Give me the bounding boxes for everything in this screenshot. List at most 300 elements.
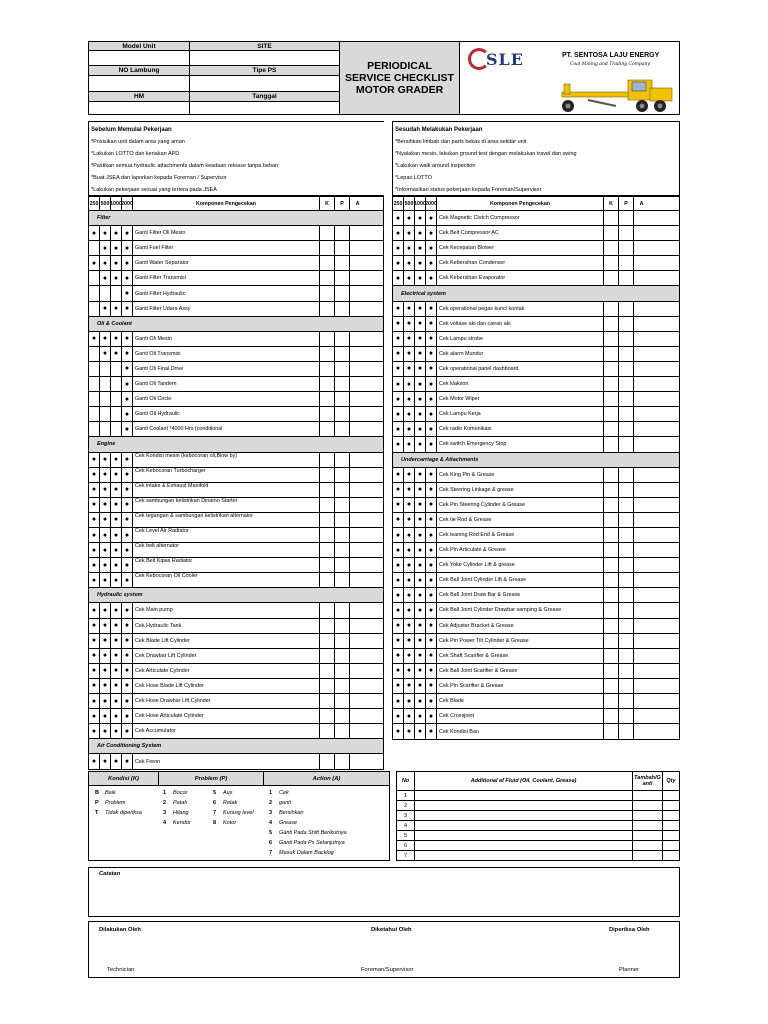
p-check-cell[interactable]	[619, 362, 634, 376]
p-check-cell[interactable]	[619, 709, 634, 723]
table-row	[393, 709, 679, 724]
p-check-cell[interactable]	[619, 407, 634, 421]
a-check-cell[interactable]	[350, 407, 365, 421]
a-check-cell[interactable]	[634, 211, 649, 225]
interval-cell	[426, 422, 437, 436]
a-check-cell[interactable]	[634, 724, 649, 739]
bullet-icon: ●	[124, 410, 130, 418]
bullet-icon: ●	[102, 622, 108, 630]
a-check-cell[interactable]	[634, 437, 649, 451]
interval-header: 2000	[426, 197, 437, 210]
k-check-cell[interactable]	[604, 241, 619, 255]
fluid-tambah-cell[interactable]	[633, 801, 663, 810]
checklist-sheet	[88, 41, 680, 978]
p-check-cell[interactable]	[335, 271, 350, 285]
bullet-icon: ●	[124, 622, 130, 630]
k-check-cell[interactable]	[604, 468, 619, 482]
table-row	[89, 241, 383, 256]
component-name: Cek Level Air Radiator	[133, 528, 320, 542]
p-check-cell[interactable]	[335, 453, 350, 467]
p-check-cell[interactable]	[335, 513, 350, 527]
a-check-cell[interactable]	[350, 694, 365, 708]
k-check-cell[interactable]	[320, 649, 335, 663]
k-check-cell[interactable]	[320, 679, 335, 693]
model-unit-field[interactable]	[89, 51, 190, 65]
k-check-cell[interactable]	[320, 347, 335, 361]
k-check-cell[interactable]	[320, 362, 335, 376]
p-check-cell[interactable]	[335, 694, 350, 708]
a-check-cell[interactable]	[634, 679, 649, 693]
p-check-cell[interactable]	[619, 724, 634, 739]
p-check-cell[interactable]	[619, 271, 634, 285]
a-check-cell[interactable]	[634, 241, 649, 255]
k-check-cell[interactable]	[604, 422, 619, 436]
k-check-cell[interactable]	[320, 619, 335, 633]
p-check-cell[interactable]	[619, 468, 634, 482]
a-check-cell[interactable]	[634, 271, 649, 285]
a-check-cell[interactable]	[634, 619, 649, 633]
fluid-tambah-cell[interactable]	[633, 851, 663, 861]
k-check-cell[interactable]	[604, 724, 619, 739]
p-check-cell[interactable]	[619, 634, 634, 648]
a-check-cell[interactable]	[350, 392, 365, 406]
p-check-cell[interactable]	[335, 543, 350, 557]
interval-cell	[426, 437, 437, 451]
table-row	[89, 528, 383, 543]
k-check-cell[interactable]	[320, 302, 335, 316]
k-check-cell[interactable]	[604, 498, 619, 512]
p-check-cell[interactable]	[619, 619, 634, 633]
bullet-icon: ●	[406, 320, 412, 328]
a-check-cell[interactable]	[634, 694, 649, 708]
p-check-cell[interactable]	[619, 347, 634, 361]
hm-field[interactable]	[89, 102, 190, 114]
a-check-cell[interactable]	[350, 603, 365, 617]
p-check-cell[interactable]	[335, 634, 350, 648]
a-check-cell[interactable]	[350, 498, 365, 512]
p-check-cell[interactable]	[335, 528, 350, 542]
a-check-cell[interactable]	[634, 392, 649, 406]
fluid-qty-cell[interactable]	[663, 841, 679, 850]
fluid-tambah-cell[interactable]	[633, 821, 663, 830]
a-check-cell[interactable]	[634, 332, 649, 346]
bullet-icon: ●	[395, 652, 401, 660]
k-check-cell[interactable]	[320, 634, 335, 648]
a-check-cell[interactable]	[350, 241, 365, 255]
k-check-cell[interactable]	[604, 543, 619, 557]
k-check-cell[interactable]	[604, 649, 619, 663]
a-check-cell[interactable]	[634, 709, 649, 723]
k-check-cell[interactable]	[604, 528, 619, 542]
k-check-cell[interactable]	[604, 271, 619, 285]
a-check-cell[interactable]	[350, 377, 365, 391]
k-check-cell[interactable]	[604, 619, 619, 633]
fluid-name-cell[interactable]	[415, 851, 633, 861]
k-check-cell[interactable]	[604, 664, 619, 678]
p-check-cell[interactable]	[619, 302, 634, 316]
table-row	[393, 694, 679, 709]
a-check-cell[interactable]	[634, 573, 649, 587]
p-check-cell[interactable]	[335, 603, 350, 617]
a-check-cell[interactable]	[634, 664, 649, 678]
bullet-icon: ●	[417, 667, 423, 675]
k-check-cell[interactable]	[320, 226, 335, 240]
k-check-cell[interactable]	[320, 513, 335, 527]
k-check-cell[interactable]	[320, 754, 335, 769]
bullet-icon: ●	[102, 712, 108, 720]
interval-cell	[100, 286, 111, 300]
p-check-cell[interactable]	[335, 679, 350, 693]
k-check-cell[interactable]	[604, 483, 619, 497]
p-check-cell[interactable]	[619, 573, 634, 587]
p-check-cell[interactable]	[619, 422, 634, 436]
a-check-cell[interactable]	[350, 679, 365, 693]
k-check-cell[interactable]	[320, 664, 335, 678]
k-check-cell[interactable]	[320, 453, 335, 467]
p-check-cell[interactable]	[619, 211, 634, 225]
p-check-cell[interactable]	[619, 483, 634, 497]
legend-header	[89, 772, 389, 786]
bullet-icon: ●	[124, 531, 130, 539]
p-check-cell[interactable]	[335, 392, 350, 406]
interval-cell	[393, 422, 404, 436]
k-check-cell[interactable]	[320, 543, 335, 557]
k-check-cell[interactable]	[320, 332, 335, 346]
no-lambung-field[interactable]	[89, 76, 190, 91]
interval-cell	[393, 332, 404, 346]
a-check-cell[interactable]	[350, 286, 365, 300]
fluid-tambah-cell[interactable]	[633, 841, 663, 850]
k-check-cell[interactable]	[320, 724, 335, 738]
a-check-cell[interactable]	[350, 256, 365, 270]
bullet-icon: ●	[417, 274, 423, 282]
k-check-cell[interactable]	[604, 634, 619, 648]
fluid-row	[397, 831, 679, 841]
p-check-cell[interactable]	[335, 664, 350, 678]
k-check-cell[interactable]	[604, 256, 619, 270]
k-check-cell[interactable]	[604, 558, 619, 572]
p-check-cell[interactable]	[619, 649, 634, 663]
a-check-cell[interactable]	[350, 634, 365, 648]
k-check-cell[interactable]	[604, 302, 619, 316]
k-check-cell[interactable]	[320, 377, 335, 391]
component-name: Cek Ball Joint Scarifier & Grease	[437, 664, 604, 678]
a-check-cell[interactable]	[350, 649, 365, 663]
p-check-cell[interactable]	[335, 347, 350, 361]
bullet-icon: ●	[91, 712, 97, 720]
a-check-cell[interactable]	[350, 573, 365, 587]
p-check-cell[interactable]	[335, 286, 350, 300]
interval-cell	[426, 407, 437, 421]
p-check-cell[interactable]	[619, 498, 634, 512]
interval-cell	[111, 649, 122, 663]
p-check-cell[interactable]	[335, 377, 350, 391]
k-check-cell[interactable]	[604, 573, 619, 587]
table-row	[393, 679, 679, 694]
k-check-cell[interactable]	[604, 226, 619, 240]
k-check-cell[interactable]	[604, 332, 619, 346]
k-check-cell[interactable]	[320, 241, 335, 255]
p-check-cell[interactable]	[619, 603, 634, 617]
fluid-qty-cell[interactable]	[663, 811, 679, 820]
a-check-cell[interactable]	[350, 483, 365, 497]
fluid-qty-cell[interactable]	[663, 851, 679, 861]
fluid-tambah-cell[interactable]	[633, 791, 663, 800]
p-check-cell[interactable]	[619, 377, 634, 391]
p-check-cell[interactable]	[335, 362, 350, 376]
interval-cell	[111, 422, 122, 436]
a-check-cell[interactable]	[634, 302, 649, 316]
p-check-cell[interactable]	[335, 709, 350, 723]
bullet-icon: ●	[395, 320, 401, 328]
bullet-icon: ●	[113, 486, 119, 494]
a-check-cell[interactable]	[634, 603, 649, 617]
bullet-icon: ●	[124, 425, 130, 433]
fluid-tambah-cell[interactable]	[633, 831, 663, 840]
table-row	[89, 573, 383, 588]
site-field[interactable]	[190, 51, 339, 65]
a-check-cell[interactable]	[634, 498, 649, 512]
legend-code: 4	[163, 820, 167, 826]
p-check-cell[interactable]	[619, 437, 634, 451]
a-check-cell[interactable]	[634, 347, 649, 361]
a-check-cell[interactable]	[350, 453, 365, 467]
p-check-cell[interactable]	[335, 468, 350, 482]
p-check-cell[interactable]	[619, 513, 634, 527]
k-check-cell[interactable]	[604, 694, 619, 708]
k-check-cell[interactable]	[320, 271, 335, 285]
k-check-cell[interactable]	[320, 498, 335, 512]
interval-cell	[393, 498, 404, 512]
a-check-cell[interactable]	[634, 407, 649, 421]
component-name: Cek Blade Lift Cylinder	[133, 634, 320, 648]
tipe-ps-field[interactable]	[190, 76, 339, 91]
p-check-cell[interactable]	[335, 422, 350, 436]
k-check-cell[interactable]	[320, 558, 335, 572]
k-check-cell[interactable]	[320, 407, 335, 421]
a-check-cell[interactable]	[350, 664, 365, 678]
bullet-icon: ●	[91, 486, 97, 494]
k-check-cell[interactable]	[320, 392, 335, 406]
fluid-name-cell[interactable]	[415, 791, 633, 800]
p-check-cell[interactable]	[619, 543, 634, 557]
k-check-cell[interactable]	[320, 483, 335, 497]
p-check-cell[interactable]	[335, 619, 350, 633]
p-check-cell[interactable]	[335, 302, 350, 316]
a-check-cell[interactable]	[634, 362, 649, 376]
a-check-cell[interactable]	[350, 543, 365, 557]
kondisi-title: Kondisi (K)	[89, 772, 159, 785]
component-name: Cek Steering Linkage & grease	[437, 483, 604, 497]
component-name: Cek Hose Drawbar Lift Cylinder	[133, 694, 320, 708]
fluid-qty-cell[interactable]	[663, 801, 679, 810]
p-check-cell[interactable]	[335, 483, 350, 497]
k-check-cell[interactable]	[604, 211, 619, 225]
interval-cell	[122, 407, 133, 421]
p-check-cell[interactable]	[335, 573, 350, 587]
k-check-cell[interactable]	[604, 437, 619, 451]
interval-cell	[122, 241, 133, 255]
notes-box[interactable]	[88, 867, 680, 917]
interval-cell	[122, 513, 133, 527]
interval-cell	[100, 603, 111, 617]
p-check-cell[interactable]	[335, 724, 350, 738]
a-check-cell[interactable]	[634, 543, 649, 557]
a-check-cell[interactable]	[350, 226, 365, 240]
a-check-cell[interactable]	[350, 362, 365, 376]
a-check-cell[interactable]	[634, 422, 649, 436]
p-check-cell[interactable]	[619, 679, 634, 693]
logo-text: SLE	[486, 50, 524, 69]
section-title: Electrical system	[401, 290, 446, 297]
k-check-cell[interactable]	[320, 286, 335, 300]
a-check-cell[interactable]	[350, 422, 365, 436]
a-check-cell[interactable]	[350, 302, 365, 316]
component-name: Cek Pin Power Tilt Cylinder & Grease	[437, 634, 604, 648]
k-check-cell[interactable]	[604, 588, 619, 602]
table-row	[393, 256, 679, 271]
bullet-icon: ●	[428, 259, 434, 267]
a-check-cell[interactable]	[350, 271, 365, 285]
p-check-cell[interactable]	[619, 664, 634, 678]
p-check-cell[interactable]	[335, 332, 350, 346]
k-check-cell[interactable]	[604, 603, 619, 617]
bullet-icon: ●	[113, 561, 119, 569]
bullet-icon: ●	[395, 471, 401, 479]
k-check-cell[interactable]	[604, 709, 619, 723]
k-check-cell[interactable]	[604, 377, 619, 391]
a-check-cell[interactable]	[350, 754, 365, 769]
bullet-icon: ●	[406, 365, 412, 373]
p-check-cell[interactable]	[619, 256, 634, 270]
a-check-cell[interactable]	[634, 483, 649, 497]
company-name: PT. SENTOSA LAJU ENERGY	[562, 52, 660, 59]
p-check-cell[interactable]	[335, 226, 350, 240]
fluid-qty-cell[interactable]	[663, 831, 679, 840]
a-check-cell[interactable]	[350, 332, 365, 346]
section-title: Oli & Coolant	[97, 320, 132, 327]
component-name: Cek King Pin & Grease	[437, 468, 604, 482]
bullet-icon: ●	[102, 350, 108, 358]
k-check-cell[interactable]	[320, 573, 335, 587]
a-check-cell[interactable]	[350, 468, 365, 482]
k-check-cell[interactable]	[604, 407, 619, 421]
bullet-icon: ●	[91, 456, 97, 464]
bullet-icon: ●	[417, 561, 423, 569]
k-check-cell[interactable]	[320, 256, 335, 270]
a-check-cell[interactable]	[634, 226, 649, 240]
p-check-cell[interactable]	[619, 392, 634, 406]
p-check-cell[interactable]	[619, 226, 634, 240]
fluid-qty-cell[interactable]	[663, 791, 679, 800]
a-check-cell[interactable]	[350, 347, 365, 361]
fluid-name-cell[interactable]	[415, 811, 633, 820]
p-check-cell[interactable]	[619, 332, 634, 346]
fluid-tambah-cell[interactable]	[633, 811, 663, 820]
a-check-cell[interactable]	[350, 724, 365, 738]
interval-cell	[122, 256, 133, 270]
p-check-cell[interactable]	[335, 498, 350, 512]
p-check-cell[interactable]	[335, 241, 350, 255]
a-check-cell[interactable]	[634, 528, 649, 542]
k-check-cell[interactable]	[604, 513, 619, 527]
k-check-cell[interactable]	[604, 362, 619, 376]
fluid-name-cell[interactable]	[415, 841, 633, 850]
k-check-cell[interactable]	[320, 422, 335, 436]
component-name: Cek alarm Mundur	[437, 347, 604, 361]
a-check-cell[interactable]	[634, 317, 649, 331]
legend-item	[269, 798, 347, 808]
after-work-item: *Lakukan walk around inspection	[395, 163, 476, 169]
k-check-cell[interactable]	[320, 709, 335, 723]
fluid-name-cell[interactable]	[415, 831, 633, 840]
p-check-cell[interactable]	[619, 528, 634, 542]
fluid-qty-cell[interactable]	[663, 821, 679, 830]
k-check-cell[interactable]	[320, 603, 335, 617]
p-check-cell[interactable]	[619, 558, 634, 572]
k-check-cell[interactable]	[604, 392, 619, 406]
component-name: Cek Crossjoint	[437, 709, 604, 723]
k-check-cell[interactable]	[320, 468, 335, 482]
bullet-icon: ●	[91, 667, 97, 675]
p-check-cell[interactable]	[335, 558, 350, 572]
a-check-cell[interactable]	[350, 528, 365, 542]
a-check-cell[interactable]	[350, 709, 365, 723]
p-check-cell[interactable]	[335, 407, 350, 421]
a-check-cell[interactable]	[634, 634, 649, 648]
before-work-item: *Lakukan LOTTO dan kenakan APD	[91, 151, 180, 157]
a-check-cell[interactable]	[634, 649, 649, 663]
p-check-cell[interactable]	[619, 241, 634, 255]
interval-cell	[111, 362, 122, 376]
interval-cell	[404, 377, 415, 391]
legend-code: 2	[163, 800, 167, 806]
p-check-cell[interactable]	[335, 649, 350, 663]
k-check-cell[interactable]	[604, 317, 619, 331]
a-check-cell[interactable]	[350, 619, 365, 633]
a-check-cell[interactable]	[350, 558, 365, 572]
p-check-cell[interactable]	[619, 694, 634, 708]
k-check-cell[interactable]	[320, 528, 335, 542]
p-check-cell[interactable]	[619, 317, 634, 331]
a-check-cell[interactable]	[634, 256, 649, 270]
k-check-cell[interactable]	[604, 347, 619, 361]
a-check-cell[interactable]	[634, 377, 649, 391]
a-check-cell[interactable]	[634, 513, 649, 527]
bullet-icon: ●	[406, 501, 412, 509]
bullet-icon: ●	[417, 410, 423, 418]
fluid-table	[396, 771, 680, 861]
a-check-cell[interactable]	[634, 558, 649, 572]
p-check-cell[interactable]	[619, 588, 634, 602]
bullet-icon: ●	[428, 622, 434, 630]
fluid-name-cell[interactable]	[415, 801, 633, 810]
a-check-cell[interactable]	[634, 468, 649, 482]
k-check-cell[interactable]	[320, 694, 335, 708]
bullet-icon: ●	[428, 712, 434, 720]
tanggal-field[interactable]	[190, 102, 339, 114]
interval-header: 1000	[415, 197, 426, 210]
k-check-cell[interactable]	[604, 679, 619, 693]
p-check-cell[interactable]	[335, 256, 350, 270]
bullet-icon: ●	[124, 576, 130, 584]
fluid-name-cell[interactable]	[415, 821, 633, 830]
interval-cell	[100, 573, 111, 587]
a-check-cell[interactable]	[634, 588, 649, 602]
a-check-cell[interactable]	[350, 513, 365, 527]
bullet-icon: ●	[91, 531, 97, 539]
p-check-cell[interactable]	[335, 754, 350, 769]
